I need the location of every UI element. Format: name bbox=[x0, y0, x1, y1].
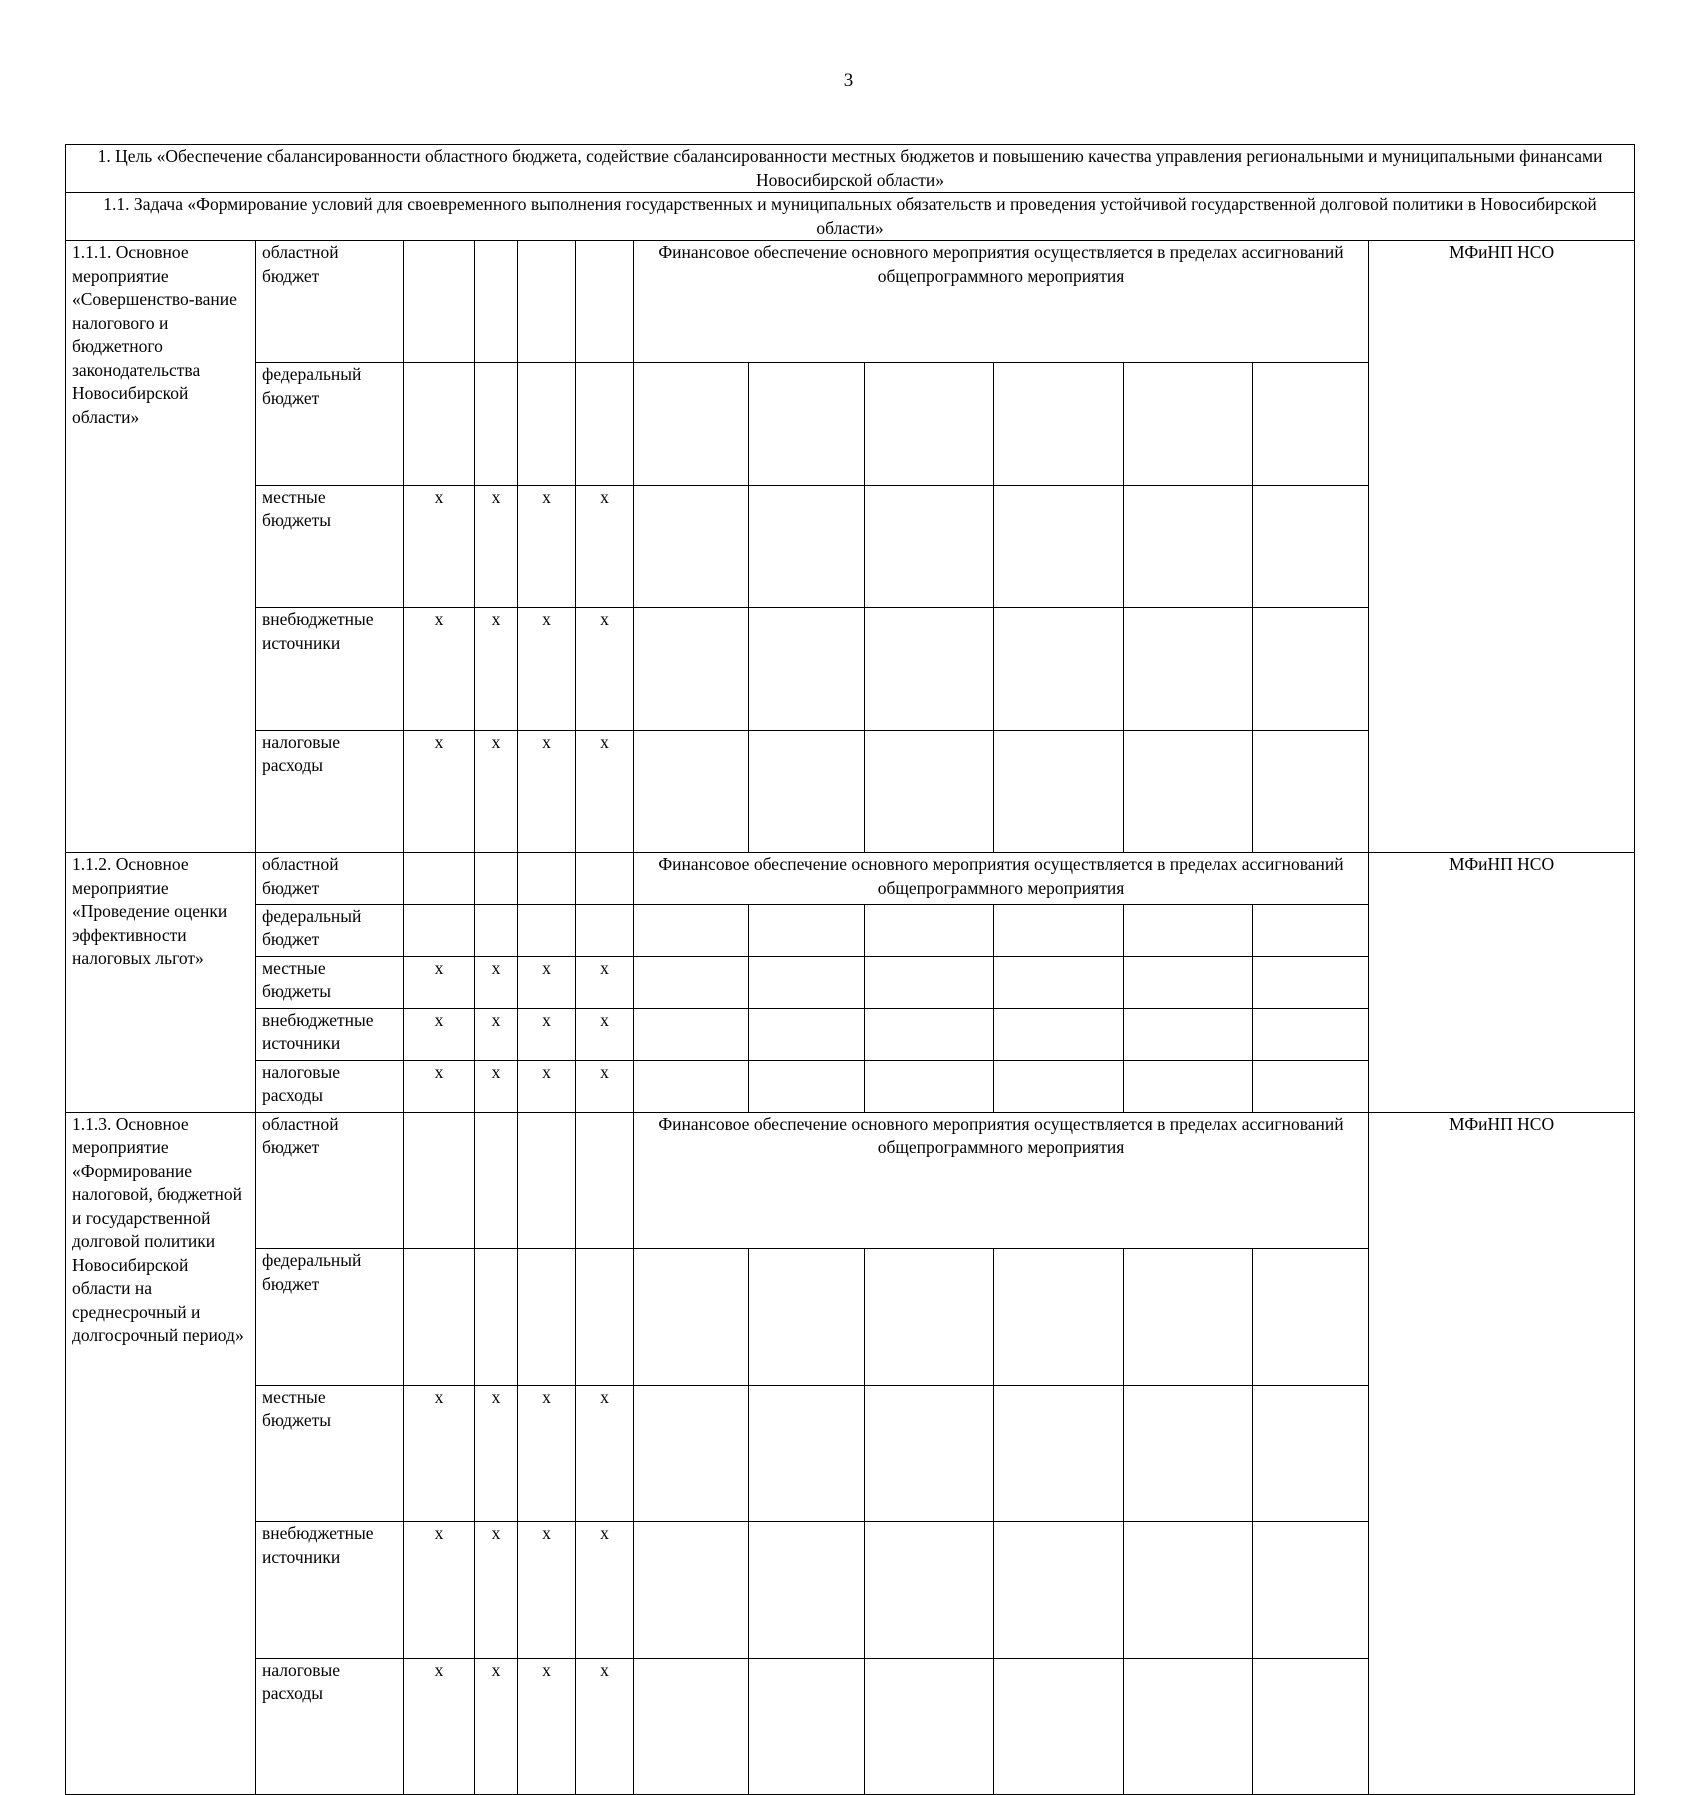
empty-amount-cell bbox=[634, 730, 749, 852]
value-cell bbox=[518, 241, 576, 363]
empty-amount-cell bbox=[634, 1385, 749, 1522]
empty-amount-cell bbox=[1124, 1385, 1253, 1522]
value-cell: х bbox=[475, 1522, 518, 1659]
value-cell: х bbox=[576, 608, 634, 730]
value-cell: х bbox=[576, 1060, 634, 1112]
empty-amount-cell bbox=[865, 904, 994, 956]
empty-amount-cell bbox=[1253, 485, 1369, 607]
financing-note-cell: Финансовое обеспечение основного мероприятия осуществляется в пределах ассигнований общепрограммного мероприятия bbox=[634, 241, 1369, 363]
empty-amount-cell bbox=[1253, 1060, 1369, 1112]
empty-amount-cell bbox=[865, 485, 994, 607]
value-cell bbox=[475, 904, 518, 956]
empty-amount-cell bbox=[1253, 1522, 1369, 1659]
funding-source-label: налоговые расходы bbox=[256, 1658, 404, 1795]
goal-cell: 1. Цель «Обеспечение сбалансированности областного бюджета, содействие сбалансированности местных бюджетов и повышению качества управления региональными и муниципальными финансами Новосибирской области» bbox=[66, 145, 1635, 193]
empty-amount-cell bbox=[1124, 1249, 1253, 1386]
empty-amount-cell bbox=[1253, 956, 1369, 1008]
empty-amount-cell bbox=[634, 608, 749, 730]
empty-amount-cell bbox=[1253, 363, 1369, 485]
value-cell bbox=[518, 1249, 576, 1386]
funding-source-label: местные бюджеты bbox=[256, 956, 404, 1008]
value-cell: х bbox=[475, 1385, 518, 1522]
value-cell bbox=[475, 363, 518, 485]
funding-source-label: внебюджетные источники bbox=[256, 608, 404, 730]
funding-source-label: налоговые расходы bbox=[256, 730, 404, 852]
measure-name-cell: 1.1.1. Основное мероприятие «Совершенство-вание налогового и бюджетного законодательства Новосибирской области» bbox=[66, 241, 256, 853]
funding-source-label: областной бюджет bbox=[256, 1112, 404, 1249]
empty-amount-cell bbox=[1124, 485, 1253, 607]
value-cell: х bbox=[576, 1385, 634, 1522]
funding-source-label: областной бюджет bbox=[256, 241, 404, 363]
empty-amount-cell bbox=[749, 1249, 865, 1386]
empty-amount-cell bbox=[1124, 363, 1253, 485]
empty-amount-cell bbox=[1124, 1008, 1253, 1060]
value-cell bbox=[576, 853, 634, 905]
empty-amount-cell bbox=[1253, 730, 1369, 852]
value-cell: х bbox=[576, 1008, 634, 1060]
empty-amount-cell bbox=[865, 1008, 994, 1060]
empty-amount-cell bbox=[634, 485, 749, 607]
empty-amount-cell bbox=[994, 1008, 1124, 1060]
value-cell: х bbox=[404, 1658, 475, 1795]
value-cell bbox=[404, 241, 475, 363]
empty-amount-cell bbox=[865, 608, 994, 730]
empty-amount-cell bbox=[749, 608, 865, 730]
funding-source-label: федеральный бюджет bbox=[256, 1249, 404, 1386]
empty-amount-cell bbox=[1253, 904, 1369, 956]
empty-amount-cell bbox=[994, 1385, 1124, 1522]
financing-note-cell: Финансовое обеспечение основного мероприятия осуществляется в пределах ассигнований общепрограммного мероприятия bbox=[634, 853, 1369, 905]
funding-source-label: внебюджетные источники bbox=[256, 1008, 404, 1060]
empty-amount-cell bbox=[749, 485, 865, 607]
empty-amount-cell bbox=[749, 363, 865, 485]
empty-amount-cell bbox=[634, 1249, 749, 1386]
value-cell bbox=[576, 904, 634, 956]
value-cell: х bbox=[576, 730, 634, 852]
value-cell: х bbox=[475, 1658, 518, 1795]
measure-name-cell: 1.1.3. Основное мероприятие «Формирование налоговой, бюджетной и государственной долговой политики Новосибирской области на среднесрочный и долгосрочный период» bbox=[66, 1112, 256, 1795]
value-cell: х bbox=[518, 1385, 576, 1522]
value-cell bbox=[576, 1249, 634, 1386]
empty-amount-cell bbox=[634, 1658, 749, 1795]
value-cell: х bbox=[475, 1060, 518, 1112]
empty-amount-cell bbox=[634, 1060, 749, 1112]
empty-amount-cell bbox=[1124, 904, 1253, 956]
empty-amount-cell bbox=[1253, 608, 1369, 730]
value-cell bbox=[404, 1112, 475, 1249]
executor-cell: МФиНП НСО bbox=[1369, 853, 1635, 1113]
value-cell: х bbox=[404, 730, 475, 852]
value-cell: х bbox=[404, 1522, 475, 1659]
funding-source-label: местные бюджеты bbox=[256, 485, 404, 607]
empty-amount-cell bbox=[865, 1522, 994, 1659]
value-cell bbox=[576, 241, 634, 363]
funding-source-label: областной бюджет bbox=[256, 853, 404, 905]
value-cell: х bbox=[475, 956, 518, 1008]
empty-amount-cell bbox=[865, 956, 994, 1008]
value-cell: х bbox=[518, 485, 576, 607]
value-cell: х bbox=[576, 485, 634, 607]
value-cell: х bbox=[404, 1008, 475, 1060]
measure-source-row bbox=[66, 1112, 1635, 1249]
empty-amount-cell bbox=[1124, 1522, 1253, 1659]
empty-amount-cell bbox=[994, 904, 1124, 956]
value-cell: х bbox=[518, 1060, 576, 1112]
empty-amount-cell bbox=[749, 1060, 865, 1112]
value-cell: х bbox=[518, 608, 576, 730]
empty-amount-cell bbox=[749, 1522, 865, 1659]
empty-amount-cell bbox=[749, 1008, 865, 1060]
empty-amount-cell bbox=[1253, 1249, 1369, 1386]
empty-amount-cell bbox=[994, 1249, 1124, 1386]
empty-amount-cell bbox=[749, 904, 865, 956]
funding-source-label: налоговые расходы bbox=[256, 1060, 404, 1112]
empty-amount-cell bbox=[749, 1385, 865, 1522]
empty-amount-cell bbox=[994, 1060, 1124, 1112]
value-cell bbox=[576, 363, 634, 485]
empty-amount-cell bbox=[994, 1522, 1124, 1659]
value-cell bbox=[404, 1249, 475, 1386]
value-cell bbox=[518, 1112, 576, 1249]
funding-source-label: внебюджетные источники bbox=[256, 1522, 404, 1659]
value-cell: х bbox=[475, 730, 518, 852]
value-cell: х bbox=[404, 485, 475, 607]
empty-amount-cell bbox=[634, 956, 749, 1008]
value-cell: х bbox=[475, 608, 518, 730]
value-cell bbox=[576, 1112, 634, 1249]
value-cell: х bbox=[576, 1522, 634, 1659]
empty-amount-cell bbox=[994, 1658, 1124, 1795]
empty-amount-cell bbox=[749, 1658, 865, 1795]
value-cell: х bbox=[404, 956, 475, 1008]
program-measures-table bbox=[65, 144, 1635, 1795]
value-cell: х bbox=[576, 1658, 634, 1795]
value-cell bbox=[475, 241, 518, 363]
empty-amount-cell bbox=[865, 363, 994, 485]
measure-source-row bbox=[66, 853, 1635, 905]
empty-amount-cell bbox=[994, 608, 1124, 730]
empty-amount-cell bbox=[994, 363, 1124, 485]
empty-amount-cell bbox=[865, 1658, 994, 1795]
funding-source-label: федеральный бюджет bbox=[256, 363, 404, 485]
goal-row bbox=[66, 145, 1635, 193]
value-cell: х bbox=[576, 956, 634, 1008]
value-cell: х bbox=[518, 1008, 576, 1060]
empty-amount-cell bbox=[865, 1385, 994, 1522]
empty-amount-cell bbox=[1253, 1008, 1369, 1060]
value-cell bbox=[404, 904, 475, 956]
empty-amount-cell bbox=[865, 1249, 994, 1386]
empty-amount-cell bbox=[634, 363, 749, 485]
value-cell bbox=[518, 853, 576, 905]
empty-amount-cell bbox=[1253, 1385, 1369, 1522]
value-cell bbox=[404, 853, 475, 905]
empty-amount-cell bbox=[634, 904, 749, 956]
value-cell bbox=[518, 904, 576, 956]
value-cell: х bbox=[518, 730, 576, 852]
value-cell: х bbox=[518, 956, 576, 1008]
value-cell: х bbox=[475, 485, 518, 607]
task-cell: 1.1. Задача «Формирование условий для своевременного выполнения государственных и муниципальных обязательств и проведения устойчивой государственной долговой политики в Новосибирской области» bbox=[66, 193, 1635, 241]
funding-source-label: местные бюджеты bbox=[256, 1385, 404, 1522]
empty-amount-cell bbox=[1124, 1658, 1253, 1795]
empty-amount-cell bbox=[1253, 1658, 1369, 1795]
value-cell: х bbox=[518, 1522, 576, 1659]
measure-source-row bbox=[66, 241, 1635, 363]
empty-amount-cell bbox=[865, 1060, 994, 1112]
financing-note-cell: Финансовое обеспечение основного мероприятия осуществляется в пределах ассигнований общепрограммного мероприятия bbox=[634, 1112, 1369, 1249]
empty-amount-cell bbox=[1124, 956, 1253, 1008]
value-cell bbox=[475, 1249, 518, 1386]
value-cell bbox=[404, 363, 475, 485]
empty-amount-cell bbox=[994, 730, 1124, 852]
value-cell bbox=[475, 1112, 518, 1249]
empty-amount-cell bbox=[1124, 608, 1253, 730]
value-cell bbox=[475, 853, 518, 905]
value-cell: х bbox=[475, 1008, 518, 1060]
empty-amount-cell bbox=[634, 1522, 749, 1659]
value-cell: х bbox=[518, 1658, 576, 1795]
value-cell: х bbox=[404, 1060, 475, 1112]
executor-cell: МФиНП НСО bbox=[1369, 241, 1635, 853]
executor-cell: МФиНП НСО bbox=[1369, 1112, 1635, 1795]
empty-amount-cell bbox=[994, 956, 1124, 1008]
task-row bbox=[66, 193, 1635, 241]
empty-amount-cell bbox=[1124, 730, 1253, 852]
value-cell bbox=[518, 363, 576, 485]
empty-amount-cell bbox=[634, 1008, 749, 1060]
funding-source-label: федеральный бюджет bbox=[256, 904, 404, 956]
empty-amount-cell bbox=[749, 956, 865, 1008]
value-cell: х bbox=[404, 1385, 475, 1522]
empty-amount-cell bbox=[749, 730, 865, 852]
value-cell: х bbox=[404, 608, 475, 730]
page-number: 3 bbox=[843, 70, 854, 91]
measure-name-cell: 1.1.2. Основное мероприятие «Проведение оценки эффективности налоговых льгот» bbox=[66, 853, 256, 1113]
empty-amount-cell bbox=[994, 485, 1124, 607]
empty-amount-cell bbox=[865, 730, 994, 852]
empty-amount-cell bbox=[1124, 1060, 1253, 1112]
